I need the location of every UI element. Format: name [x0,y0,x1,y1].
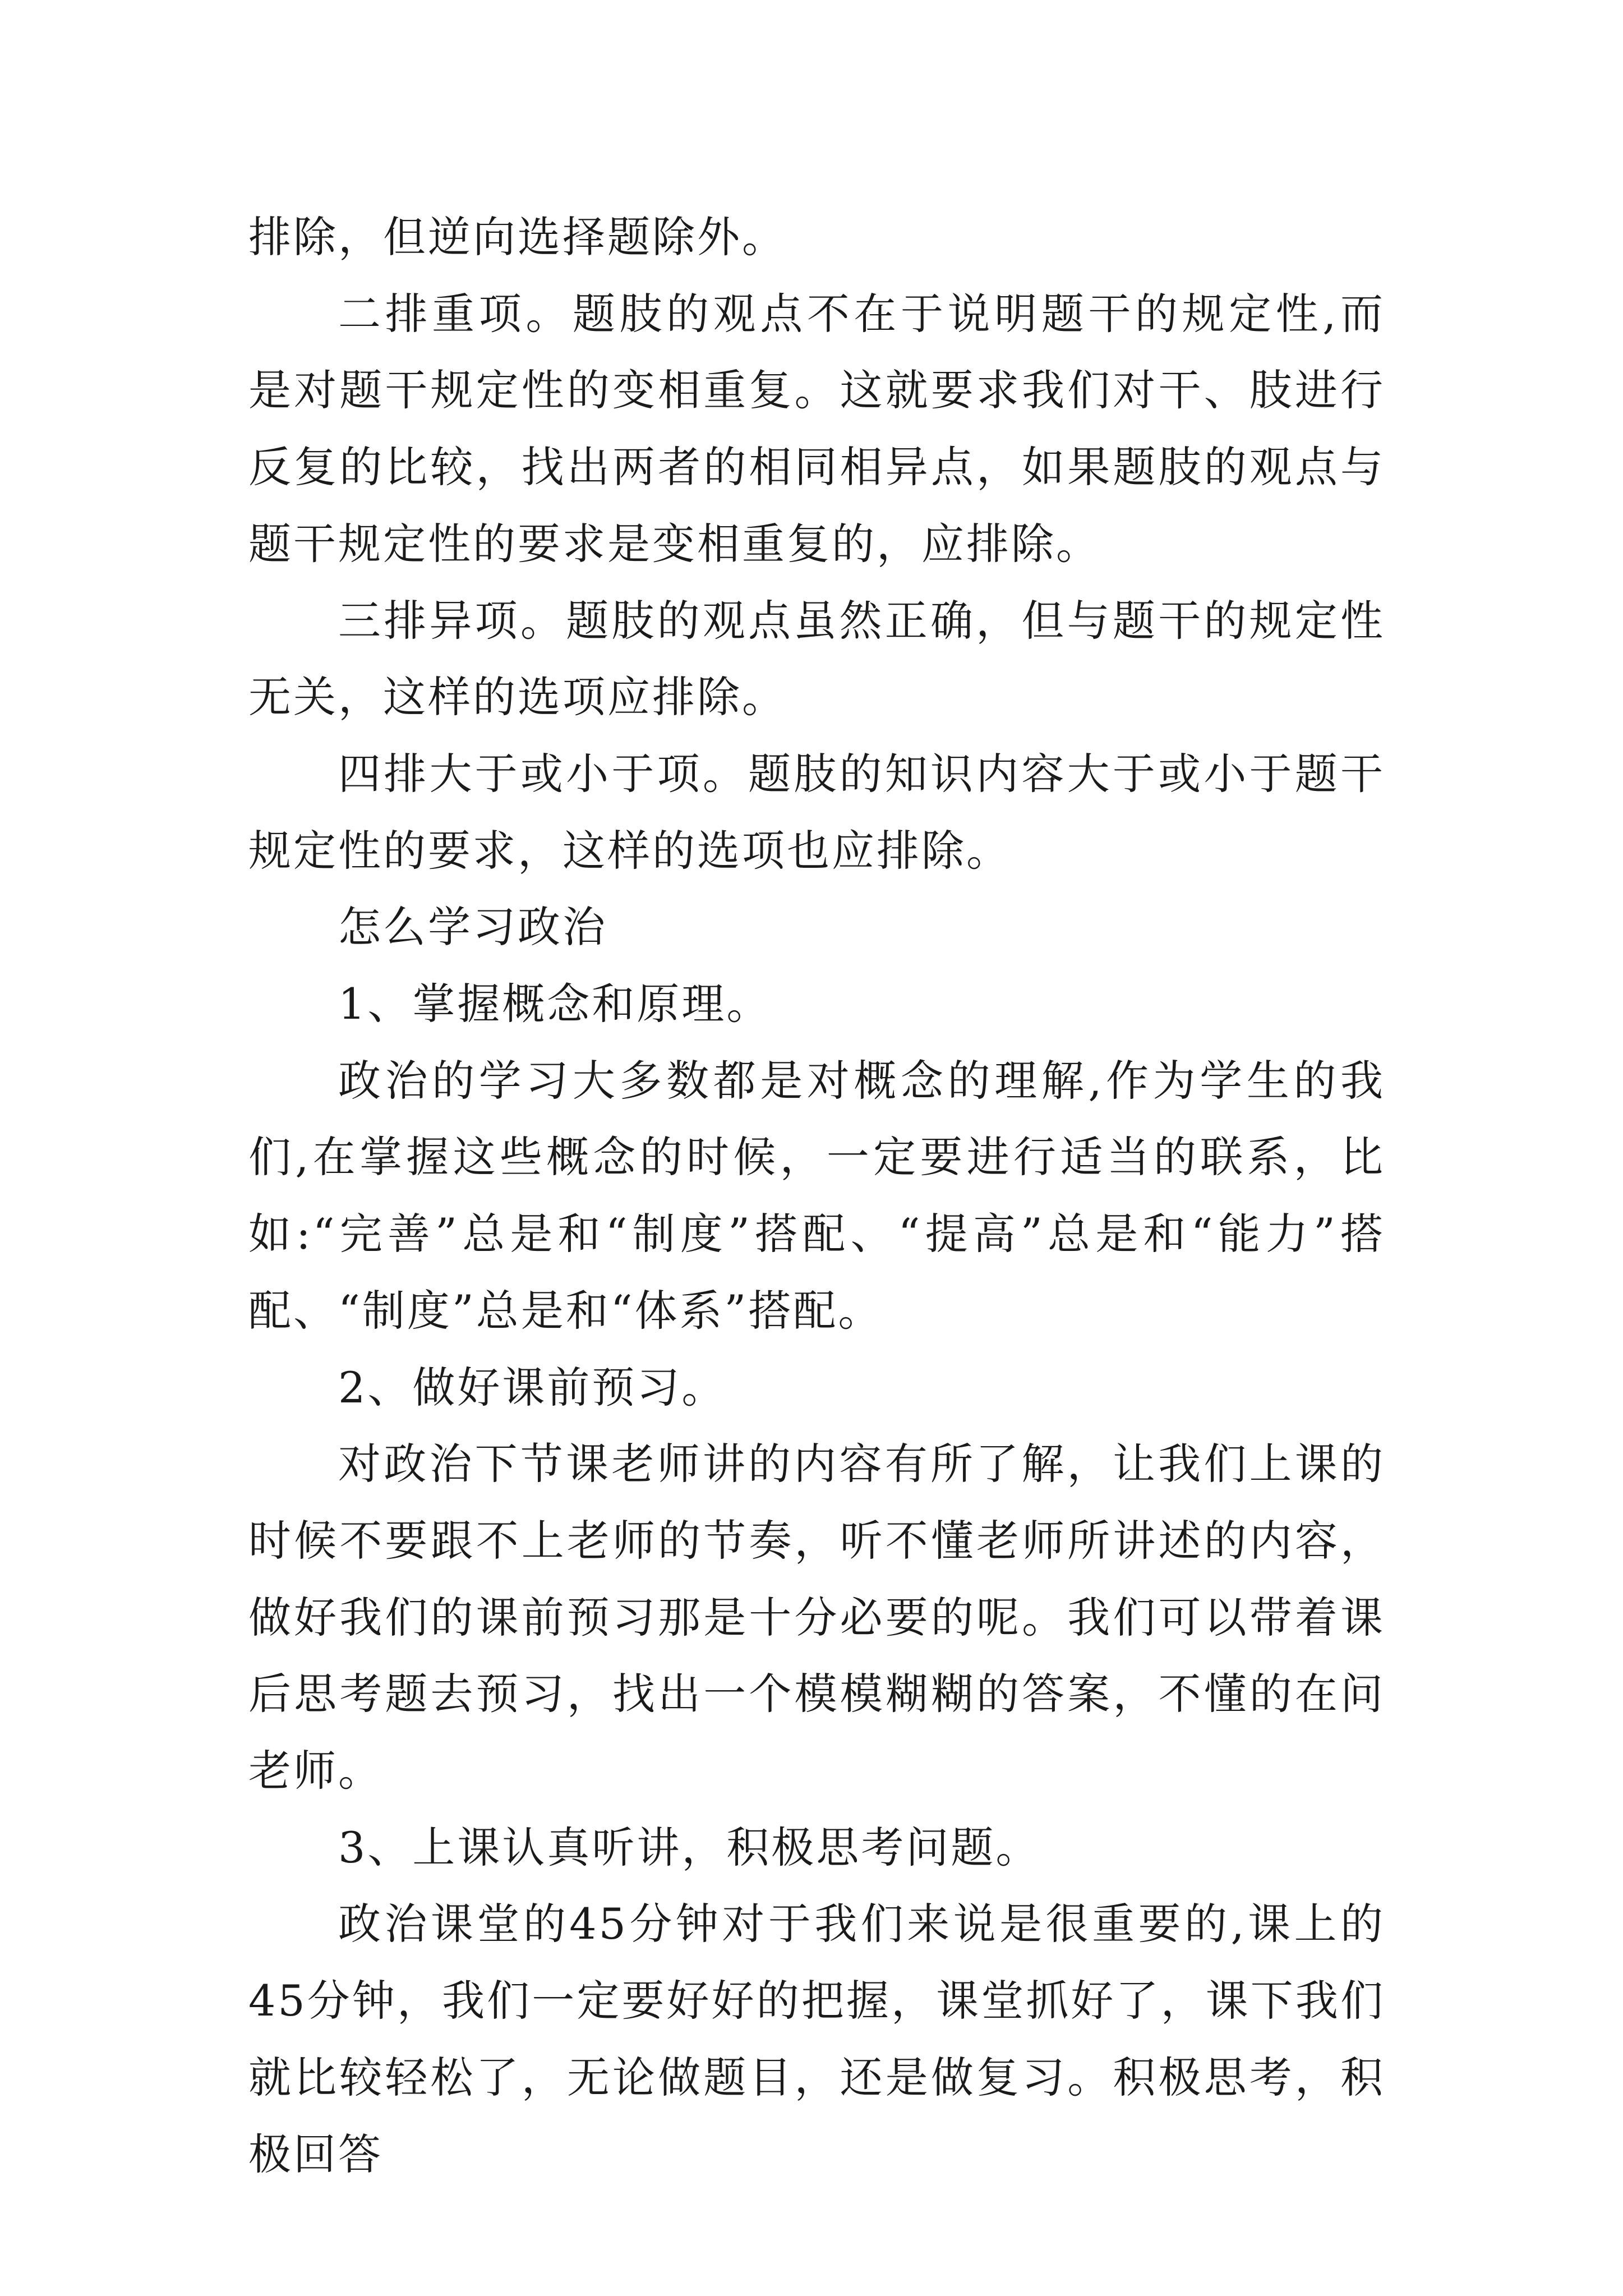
paragraph: 对政治下节课老师讲的内容有所了解，让我们上课的时候不要跟不上老师的节奏，听不懂老师所讲述的内容，做好我们的课前预习那是十分必要的呢。我们可以带着课后思考题去预习，找出一个模模糊糊的答案，不懂的在问老师。 [248,1439,1385,1796]
paragraph: 三排异项。题肢的观点虽然正确，但与题干的规定性无关，这样的选项应排除。 [248,595,1385,723]
paragraph: 四排大于或小于项。题肢的知识内容大于或小于题干规定性的要求，这样的选项也应排除。 [248,748,1385,876]
paragraph: 政治的学习大多数都是对概念的理解,作为学生的我们,在掌握这些概念的时候，一定要进行适当的联系，比如:“完善”总是和“制度”搭配、“提高”总是和“能力”搭配、“制度”总是和“体系”搭配。 [248,1055,1385,1336]
list-heading: 2、做好课前预习。 [338,1362,727,1412]
section-heading: 怎么学习政治 [338,902,607,953]
list-heading: 1、掌握概念和原理。 [338,979,772,1029]
list-heading: 3、上课认真听讲，积极思考问题。 [338,1822,1041,1872]
document-body [248,199,1385,2193]
paragraph: 政治课堂的45分钟对于我们来说是很重要的,课上的45分钟，我们一定要好好的把握，课堂抓好了，课下我们就比较轻松了，无论做题目，还是做复习。积极思考，积极回答 [248,1899,1385,2179]
paragraph: 二排重项。题肢的观点不在于说明题干的规定性,而是对题干规定性的变相重复。这就要求我们对干、肢进行反复的比较，找出两者的相同相异点，如果题肢的观点与题干规定性的要求是变相重复的，应排除。 [248,288,1385,569]
paragraph: 排除，但逆向选择题除外。 [248,212,787,262]
